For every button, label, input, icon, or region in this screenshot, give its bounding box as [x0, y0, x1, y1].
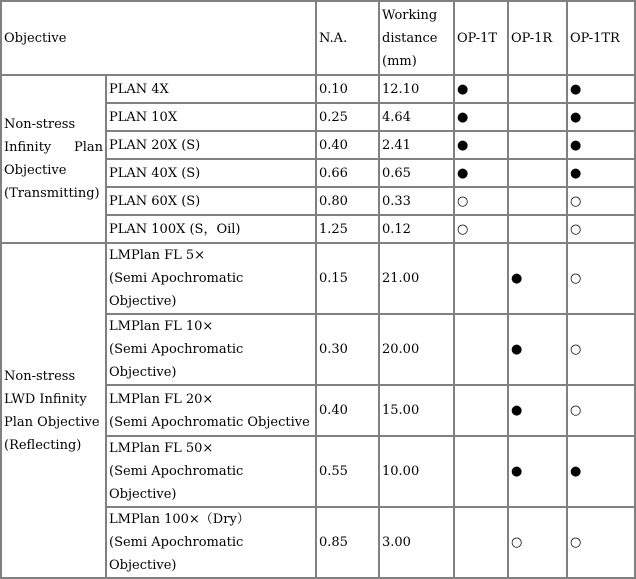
op-1tr-mark: ●	[567, 159, 635, 187]
op-1t-mark	[454, 385, 508, 436]
op-1r-mark	[508, 159, 567, 187]
header-op-1r: OP-1R	[508, 1, 567, 75]
objective-name: PLAN 40X (S)	[106, 159, 316, 187]
op-1tr-mark: ○	[567, 187, 635, 215]
op-1t-mark	[454, 314, 508, 385]
wd-value: 15.00	[379, 385, 454, 436]
op-1t-mark: ●	[454, 103, 508, 131]
header-objective: Objective	[1, 1, 316, 75]
op-1tr-mark: ●	[567, 103, 635, 131]
op-1t-mark: ●	[454, 159, 508, 187]
op-1r-mark: ●	[508, 314, 567, 385]
table-row	[1, 243, 635, 314]
na-value: 0.30	[316, 314, 379, 385]
wd-value: 3.00	[379, 507, 454, 578]
op-1t-mark: ●	[454, 75, 508, 103]
op-1t-mark: ○	[454, 187, 508, 215]
objective-name: LMPlan FL 5× (Semi Apochromatic Objective)	[106, 243, 316, 314]
op-1tr-mark: ○	[567, 385, 635, 436]
op-1t-mark	[454, 243, 508, 314]
op-1tr-mark: ●	[567, 436, 635, 507]
op-1t-mark: ○	[454, 215, 508, 243]
op-1tr-mark: ●	[567, 75, 635, 103]
objective-name: PLAN 60X (S)	[106, 187, 316, 215]
objective-name: PLAN 4X	[106, 75, 316, 103]
group-label-reflecting: Non-stress LWD Infinity Plan Objective (Reflecting)	[1, 243, 106, 578]
wd-value: 0.33	[379, 187, 454, 215]
table-row	[1, 75, 635, 103]
op-1r-mark	[508, 103, 567, 131]
op-1tr-mark: ●	[567, 131, 635, 159]
na-value: 0.40	[316, 385, 379, 436]
objective-name: LMPlan FL 50× (Semi Apochromatic Objective)	[106, 436, 316, 507]
objective-name: PLAN 20X (S)	[106, 131, 316, 159]
na-value: 0.85	[316, 507, 379, 578]
na-value: 0.10	[316, 75, 379, 103]
wd-value: 0.65	[379, 159, 454, 187]
wd-value: 20.00	[379, 314, 454, 385]
wd-value: 4.64	[379, 103, 454, 131]
op-1tr-mark: ○	[567, 314, 635, 385]
na-value: 0.25	[316, 103, 379, 131]
op-1r-mark	[508, 131, 567, 159]
na-value: 0.66	[316, 159, 379, 187]
na-value: 1.25	[316, 215, 379, 243]
header-row	[1, 1, 635, 75]
op-1r-mark: ●	[508, 243, 567, 314]
objective-name: LMPlan FL 20× (Semi Apochromatic Objective	[106, 385, 316, 436]
op-1r-mark	[508, 75, 567, 103]
op-1t-mark: ●	[454, 131, 508, 159]
op-1r-mark: ○	[508, 507, 567, 578]
op-1tr-mark: ○	[567, 215, 635, 243]
op-1t-mark	[454, 507, 508, 578]
objective-name: LMPlan 100×（Dry） (Semi Apochromatic Objective)	[106, 507, 316, 578]
objective-name: PLAN 10X	[106, 103, 316, 131]
wd-value: 2.41	[379, 131, 454, 159]
wd-value: 0.12	[379, 215, 454, 243]
op-1tr-mark: ○	[567, 507, 635, 578]
op-1r-mark	[508, 215, 567, 243]
wd-value: 21.00	[379, 243, 454, 314]
header-op-1tr: OP-1TR	[567, 1, 635, 75]
op-1r-mark: ●	[508, 385, 567, 436]
wd-value: 12.10	[379, 75, 454, 103]
op-1r-mark: ●	[508, 436, 567, 507]
op-1r-mark	[508, 187, 567, 215]
na-value: 0.80	[316, 187, 379, 215]
objective-name: PLAN 100X (S，Oil)	[106, 215, 316, 243]
op-1tr-mark: ○	[567, 243, 635, 314]
na-value: 0.55	[316, 436, 379, 507]
header-working-distance: Working distance (mm)	[379, 1, 454, 75]
na-value: 0.15	[316, 243, 379, 314]
wd-value: 10.00	[379, 436, 454, 507]
header-op-1t: OP-1T	[454, 1, 508, 75]
group-label-transmitting: Non-stress Infinity Plan Objective (Transmitting)	[1, 75, 106, 243]
header-na: N.A.	[316, 1, 379, 75]
objective-name: LMPlan FL 10× (Semi Apochromatic Objective)	[106, 314, 316, 385]
na-value: 0.40	[316, 131, 379, 159]
op-1t-mark	[454, 436, 508, 507]
